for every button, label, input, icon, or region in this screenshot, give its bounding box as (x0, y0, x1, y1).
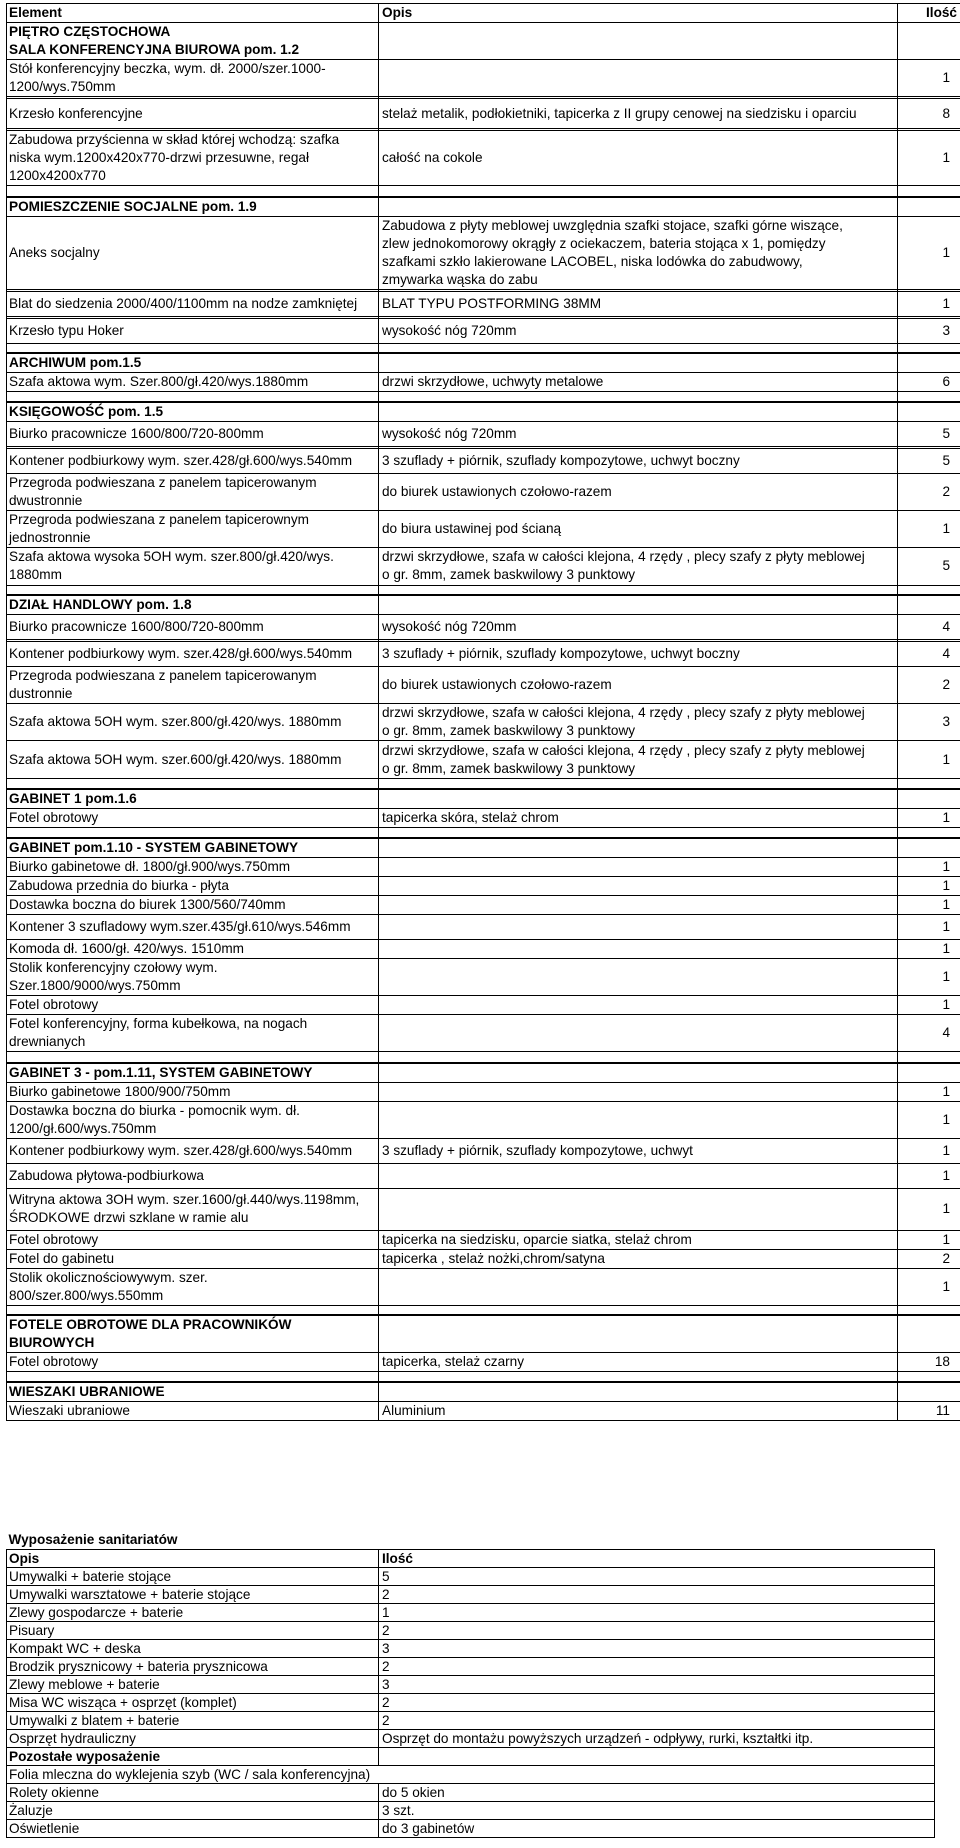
table-row (7, 615, 960, 640)
sanitary-row (7, 1585, 935, 1603)
item-qty: 4 (898, 615, 960, 640)
item-opis (379, 959, 898, 996)
header-ilosc: Ilość (898, 4, 960, 23)
table-row (7, 99, 960, 129)
sanitary-item-opis: Zlewy gospodarcze + baterie (7, 1603, 379, 1621)
item-opis (379, 915, 898, 940)
other-equipment-title: Pozostałe wyposażenie (7, 1747, 379, 1765)
spacer-cell (7, 186, 379, 197)
section-title-qty-cell (898, 1382, 960, 1402)
spacer-cell (379, 392, 898, 402)
table-row (7, 547, 960, 585)
item-opis: do biurek ustawionych czołowo-razem (379, 473, 898, 510)
item-opis: 3 szuflady + piórnik, szuflady kompozytowe, uchwyt boczny (379, 448, 898, 473)
item-element: Zabudowa przyścienna w skład której wchodzą: szafka niska wym.1200x420x770-drzwi przesuwne, regał 1200x4200x770 (7, 131, 379, 186)
sanitary-item-opis: Umywalki z blatem + baterie (7, 1711, 379, 1729)
item-qty: 1 (898, 896, 960, 915)
spacer-cell (898, 779, 960, 789)
item-opis (379, 940, 898, 959)
table-row (7, 858, 960, 877)
table-row (7, 1101, 960, 1138)
item-element: Przegroda podwieszana z panelem tapicerownym jednostronnie (7, 510, 379, 547)
item-element: Zabudowa płytowa-podbiurkowa (7, 1163, 379, 1188)
table-row (7, 216, 960, 289)
table-row (7, 1163, 960, 1188)
item-qty: 1 (898, 510, 960, 547)
item-element: Przegroda podwieszana z panelem tapicerowanym dustronnie (7, 667, 379, 704)
table-row (7, 1082, 960, 1101)
table-row (7, 473, 960, 510)
table-row (7, 373, 960, 392)
item-qty: 1 (898, 1268, 960, 1305)
item-opis (379, 1015, 898, 1052)
spacer-row (7, 186, 960, 197)
other-item-qty: 3 szt. (379, 1801, 935, 1819)
item-element: Fotel obrotowy (7, 808, 379, 827)
item-opis (379, 1163, 898, 1188)
sanitary-row (7, 1603, 935, 1621)
table-row (7, 808, 960, 827)
header-element: Element (7, 4, 379, 23)
item-element: Blat do siedzenia 2000/400/1100mm na nodze zamkniętej (7, 291, 379, 316)
spacer-cell (7, 1372, 379, 1382)
spacer-row (7, 1305, 960, 1315)
table-row (7, 667, 960, 704)
spacer-cell (7, 779, 379, 789)
spacer-row (7, 585, 960, 595)
sanitary-item-opis: Pisuary (7, 1621, 379, 1639)
other-item-opis: Rolety okienne (7, 1783, 379, 1801)
sanitary-item-qty: 2 (379, 1693, 935, 1711)
item-qty: 1 (898, 60, 960, 97)
spacer-cell (898, 1305, 960, 1315)
sanitary-header-opis: Opis (7, 1549, 379, 1567)
item-element: Stolik okolicznościowywym. szer. 800/szer.800/wys.550mm (7, 1268, 379, 1305)
spacer-cell (379, 343, 898, 353)
item-opis (379, 1268, 898, 1305)
table-row (7, 1138, 960, 1163)
item-opis: całość na cokole (379, 131, 898, 186)
spacer-row (7, 1372, 960, 1382)
section-title-opis-cell (379, 402, 898, 422)
sanitary-item-qty: Osprzęt do montażu powyższych urządzeń - odpływy, rurki, kształtki itp. (379, 1729, 935, 1747)
spacer-cell (898, 186, 960, 197)
section-title: POMIESZCZENIE SOCJALNE pom. 1.9 (7, 197, 379, 217)
item-element: Szafa aktowa 5OH wym. szer.800/gł.420/wys. 1880mm (7, 704, 379, 741)
item-qty: 1 (898, 959, 960, 996)
spacer-row (7, 343, 960, 353)
sanitary-row (7, 1549, 935, 1567)
item-opis: do biura ustawinej pod ścianą (379, 510, 898, 547)
sanitary-item-qty: 5 (379, 1567, 935, 1585)
table-row (7, 1230, 960, 1249)
item-element: Biurko gabinetowe 1800/900/750mm (7, 1082, 379, 1101)
item-opis: BLAT TYPU POSTFORMING 38MM (379, 291, 898, 316)
item-element: Fotel obrotowy (7, 1353, 379, 1372)
sanitary-item-qty: 2 (379, 1585, 935, 1603)
item-qty: 2 (898, 473, 960, 510)
spacer-cell (379, 1052, 898, 1063)
spacer-cell (898, 1052, 960, 1063)
section-title-row (7, 1063, 960, 1083)
sanitary-item-qty: 2 (379, 1657, 935, 1675)
table-row (7, 60, 960, 97)
item-opis: wysokość nóg 720mm (379, 318, 898, 343)
other-item-qty: do 5 okien (379, 1783, 935, 1801)
sanitary-item-opis: Misa WC wisząca + osprzęt (komplet) (7, 1693, 379, 1711)
item-opis: 3 szuflady + piórnik, szuflady kompozytowe, uchwyt boczny (379, 642, 898, 667)
sanitary-table (6, 1531, 935, 1838)
section-title: GABINET pom.1.10 - SYSTEM GABINETOWY (7, 838, 379, 858)
sanitary-item-opis: Umywalki warsztatowe + baterie stojące (7, 1585, 379, 1603)
section-title-row (7, 1382, 960, 1402)
spacer-row (7, 392, 960, 402)
table-row (7, 1268, 960, 1305)
item-element: Witryna aktowa 3OH wym. szer.1600/gł.440/wys.1198mm, ŚRODKOWE drzwi szklane w ramie alu (7, 1188, 379, 1230)
item-qty: 11 (898, 1401, 960, 1420)
table-row (7, 915, 960, 940)
section-title-qty-cell (898, 402, 960, 422)
item-qty: 1 (898, 915, 960, 940)
item-element: Dostawka boczna do biurka - pomocnik wym. dł. 1200/gł.600/wys.750mm (7, 1101, 379, 1138)
item-opis: drzwi skrzydłowe, uchwyty metalowe (379, 373, 898, 392)
item-element: Stół konferencyjny beczka, wym. dł. 2000/szer.1000- 1200/wys.750mm (7, 60, 379, 97)
table-row (7, 741, 960, 779)
item-qty: 8 (898, 99, 960, 129)
item-element: Biurko gabinetowe dł. 1800/gł.900/wys.750mm (7, 858, 379, 877)
spacer-row (7, 779, 960, 789)
item-qty: 6 (898, 373, 960, 392)
item-qty: 4 (898, 1015, 960, 1052)
sanitary-item-qty: 3 (379, 1675, 935, 1693)
section-title-opis-cell (379, 789, 898, 809)
header-opis: Opis (379, 4, 898, 23)
spacer-cell (898, 827, 960, 838)
item-qty: 5 (898, 421, 960, 446)
table-row (7, 291, 960, 316)
item-opis: Zabudowa z płyty meblowej uwzględnia szafki stojace, szafki górne wiszące, zlew jednokomorowy okrągły z ociekaczem, bateria stojąca x 1, pomiędzy szafkami szkło lakierowane LACOBEL, niska lodówka do zabudwowy, zmywarka wąska do zabu (379, 216, 898, 289)
spacer-cell (7, 827, 379, 838)
section-title-qty-cell (898, 838, 960, 858)
section-title: ARCHIWUM pom.1.5 (7, 353, 379, 373)
sanitary-row (7, 1693, 935, 1711)
item-opis: wysokość nóg 720mm (379, 615, 898, 640)
spacer-cell (379, 1372, 898, 1382)
section-title-opis-cell (379, 1315, 898, 1353)
item-opis: drzwi skrzydłowe, szafa w całości klejona, 4 rzędy , plecy szafy z płyty meblowej o gr. 8mm, zamek baskwilowy 3 punktowy (379, 741, 898, 779)
table-row (7, 959, 960, 996)
table-row (7, 421, 960, 446)
spacer-cell (898, 1372, 960, 1382)
section-title-qty-cell (898, 595, 960, 615)
header-row (7, 4, 960, 23)
sanitary-row (7, 1801, 935, 1819)
item-opis: Aluminium (379, 1401, 898, 1420)
sanitary-item-qty: 2 (379, 1621, 935, 1639)
other-item-opis: Oświetlenie (7, 1819, 379, 1837)
item-qty: 2 (898, 1249, 960, 1268)
spacer-cell (7, 343, 379, 353)
table-row (7, 1353, 960, 1372)
spacer-cell (379, 1305, 898, 1315)
section-title-row (7, 402, 960, 422)
sanitary-row (7, 1621, 935, 1639)
section-title-row (7, 23, 960, 60)
table-row (7, 318, 960, 343)
spacer-row (7, 827, 960, 838)
sanitary-item-opis: Brodzik prysznicowy + bateria prysznicowa (7, 1657, 379, 1675)
foil-row: Folia mleczna do wyklejenia szyb (WC / sala konferencyjna) (7, 1765, 935, 1783)
item-element: Kontener 3 szufladowy wym.szer.435/gł.610/wys.546mm (7, 915, 379, 940)
item-opis: stelaż metalik, podłokietniki, tapicerka z II grupy cenowej na siedzisku i oparciu (379, 99, 898, 129)
section-title-opis-cell (379, 197, 898, 217)
item-element: Biurko pracownicze 1600/800/720-800mm (7, 615, 379, 640)
sanitary-title-blank (379, 1531, 935, 1549)
sanitary-row (7, 1711, 935, 1729)
item-opis (379, 1082, 898, 1101)
spacer-cell (379, 186, 898, 197)
item-element: Szafa aktowa wym. Szer.800/gł.420/wys.1880mm (7, 373, 379, 392)
section-title: FOTELE OBROTOWE DLA PRACOWNIKÓW BIUROWYCH (7, 1315, 379, 1353)
sanitary-item-opis: Umywalki + baterie stojące (7, 1567, 379, 1585)
spacer-cell (898, 585, 960, 595)
item-element: Fotel obrotowy (7, 1230, 379, 1249)
section-title-qty-cell (898, 353, 960, 373)
item-qty: 1 (898, 858, 960, 877)
item-opis (379, 896, 898, 915)
item-opis: wysokość nóg 720mm (379, 421, 898, 446)
sanitary-item-opis: Osprzęt hydrauliczny (7, 1729, 379, 1747)
section-title: PIĘTRO CZĘSTOCHOWA SALA KONFERENCYJNA BIUROWA pom. 1.2 (7, 23, 379, 60)
section-title: KSIĘGOWOŚĆ pom. 1.5 (7, 402, 379, 422)
section-title-qty-cell (898, 789, 960, 809)
item-qty: 1 (898, 808, 960, 827)
table-row (7, 131, 960, 186)
item-qty: 1 (898, 1138, 960, 1163)
item-opis: 3 szuflady + piórnik, szuflady kompozytowe, uchwyt (379, 1138, 898, 1163)
sanitary-section-title: Wyposażenie sanitariatów (7, 1531, 379, 1549)
spacer-cell (7, 1305, 379, 1315)
section-title-qty-cell (898, 1063, 960, 1083)
item-qty: 1 (898, 1163, 960, 1188)
section-title-row (7, 353, 960, 373)
section-title-opis-cell (379, 838, 898, 858)
sanitary-table-body (7, 1531, 935, 1837)
section-title-row (7, 595, 960, 615)
item-qty: 2 (898, 667, 960, 704)
item-qty: 1 (898, 291, 960, 316)
item-qty: 1 (898, 1188, 960, 1230)
item-qty: 1 (898, 1101, 960, 1138)
item-qty: 1 (898, 996, 960, 1015)
table-row (7, 642, 960, 667)
table-row (7, 877, 960, 896)
spacer-cell (898, 392, 960, 402)
sanitary-item-qty: 2 (379, 1711, 935, 1729)
sanitary-item-qty: 1 (379, 1603, 935, 1621)
item-qty: 3 (898, 318, 960, 343)
section-title: GABINET 3 - pom.1.11, SYSTEM GABINETOWY (7, 1063, 379, 1083)
item-element: Zabudowa przednia do biurka - płyta (7, 877, 379, 896)
item-qty: 1 (898, 1082, 960, 1101)
item-opis (379, 877, 898, 896)
other-item-qty: do 3 gabinetów (379, 1819, 935, 1837)
item-qty: 1 (898, 216, 960, 289)
item-element: Komoda dł. 1600/gł. 420/wys. 1510mm (7, 940, 379, 959)
section-title-row (7, 197, 960, 217)
item-qty: 1 (898, 131, 960, 186)
item-qty: 5 (898, 547, 960, 585)
spacer-cell (7, 1052, 379, 1063)
item-opis: do biurek ustawionych czołowo-razem (379, 667, 898, 704)
sanitary-row (7, 1675, 935, 1693)
sanitary-row (7, 1567, 935, 1585)
item-element: Krzesło konferencyjne (7, 99, 379, 129)
section-title-qty-cell (898, 197, 960, 217)
item-opis: tapicerka, stelaż czarny (379, 1353, 898, 1372)
sanitary-item-opis: Kompakt WC + deska (7, 1639, 379, 1657)
item-element: Fotel do gabinetu (7, 1249, 379, 1268)
sanitary-row (7, 1819, 935, 1837)
item-element: Fotel obrotowy (7, 996, 379, 1015)
item-element: Aneks socjalny (7, 216, 379, 289)
item-element: Wieszaki ubraniowe (7, 1401, 379, 1420)
item-opis: drzwi skrzydłowe, szafa w całości klejona, 4 rzędy , plecy szafy z płyty meblowej o gr. 8mm, zamek baskwilowy 3 punktowy (379, 547, 898, 585)
item-qty: 5 (898, 448, 960, 473)
table-row (7, 510, 960, 547)
item-opis (379, 858, 898, 877)
item-element: Krzesło typu Hoker (7, 318, 379, 343)
sanitary-header-ilosc: Ilość (379, 1549, 935, 1567)
item-element: Fotel konferencyjny, forma kubełkowa, na nogach drewnianych (7, 1015, 379, 1052)
section-title: GABINET 1 pom.1.6 (7, 789, 379, 809)
section-title: DZIAŁ HANDLOWY pom. 1.8 (7, 595, 379, 615)
item-opis (379, 60, 898, 97)
table-row (7, 1188, 960, 1230)
table-row (7, 896, 960, 915)
spacer-cell (379, 585, 898, 595)
spacer-cell (7, 585, 379, 595)
item-element: Przegroda podwieszana z panelem tapicerowanym dwustronnie (7, 473, 379, 510)
furniture-table (6, 3, 960, 1421)
spacer-cell (898, 343, 960, 353)
section-title-row (7, 838, 960, 858)
other-item-opis: Żaluzje (7, 1801, 379, 1819)
sanitary-row (7, 1657, 935, 1675)
section-title-opis-cell (379, 1382, 898, 1402)
other-equipment-title-blank (379, 1747, 935, 1765)
item-element: Biurko pracownicze 1600/800/720-800mm (7, 421, 379, 446)
item-qty: 1 (898, 940, 960, 959)
item-element: Kontener podbiurkowy wym. szer.428/gł.600/wys.540mm (7, 1138, 379, 1163)
sanitary-row (7, 1747, 935, 1765)
section-title-opis-cell (379, 595, 898, 615)
section-title-opis-cell (379, 23, 898, 60)
section-title-opis-cell (379, 353, 898, 373)
section-title-row (7, 789, 960, 809)
table-row (7, 1401, 960, 1420)
sanitary-row (7, 1531, 935, 1549)
section-title-row (7, 1315, 960, 1353)
item-qty: 1 (898, 877, 960, 896)
item-element: Dostawka boczna do biurek 1300/560/740mm (7, 896, 379, 915)
item-opis: tapicerka , stelaż nożki,chrom/satyna (379, 1249, 898, 1268)
item-element: Kontener podbiurkowy wym. szer.428/gł.600/wys.540mm (7, 642, 379, 667)
item-element: Szafa aktowa wysoka 5OH wym. szer.800/gł.420/wys. 1880mm (7, 547, 379, 585)
item-element: Kontener podbiurkowy wym. szer.428/gł.600/wys.540mm (7, 448, 379, 473)
item-opis (379, 996, 898, 1015)
item-qty: 1 (898, 1230, 960, 1249)
table-row (7, 940, 960, 959)
item-opis (379, 1188, 898, 1230)
spacer-row (7, 1052, 960, 1063)
table-row (7, 996, 960, 1015)
item-element: Szafa aktowa 5OH wym. szer.600/gł.420/wys. 1880mm (7, 741, 379, 779)
item-opis (379, 1101, 898, 1138)
item-opis: drzwi skrzydłowe, szafa w całości klejona, 4 rzędy , plecy szafy z płyty meblowej o gr. 8mm, zamek baskwilowy 3 punktowy (379, 704, 898, 741)
item-qty: 18 (898, 1353, 960, 1372)
section-title: WIESZAKI UBRANIOWE (7, 1382, 379, 1402)
section-title-qty-cell (898, 1315, 960, 1353)
sanitary-item-qty: 3 (379, 1639, 935, 1657)
item-qty: 3 (898, 704, 960, 741)
sanitary-row (7, 1783, 935, 1801)
item-element: Stolik konferencyjny czołowy wym. Szer.1800/9000/wys.750mm (7, 959, 379, 996)
item-qty: 1 (898, 741, 960, 779)
item-opis: tapicerka na siedzisku, oparcie siatka, stelaż chrom (379, 1230, 898, 1249)
spacer-cell (379, 779, 898, 789)
sanitary-row (7, 1765, 935, 1783)
spacer-cell (7, 392, 379, 402)
sanitary-row (7, 1729, 935, 1747)
section-title-opis-cell (379, 1063, 898, 1083)
sanitary-item-opis: Zlewy meblowe + baterie (7, 1675, 379, 1693)
table-row (7, 1249, 960, 1268)
section-title-qty-cell (898, 23, 960, 60)
table-row (7, 1015, 960, 1052)
item-opis: tapicerka skóra, stelaż chrom (379, 808, 898, 827)
spacer-cell (379, 827, 898, 838)
item-qty: 4 (898, 642, 960, 667)
table-row (7, 448, 960, 473)
sanitary-row (7, 1639, 935, 1657)
furniture-table-body (7, 4, 960, 1421)
table-row (7, 704, 960, 741)
